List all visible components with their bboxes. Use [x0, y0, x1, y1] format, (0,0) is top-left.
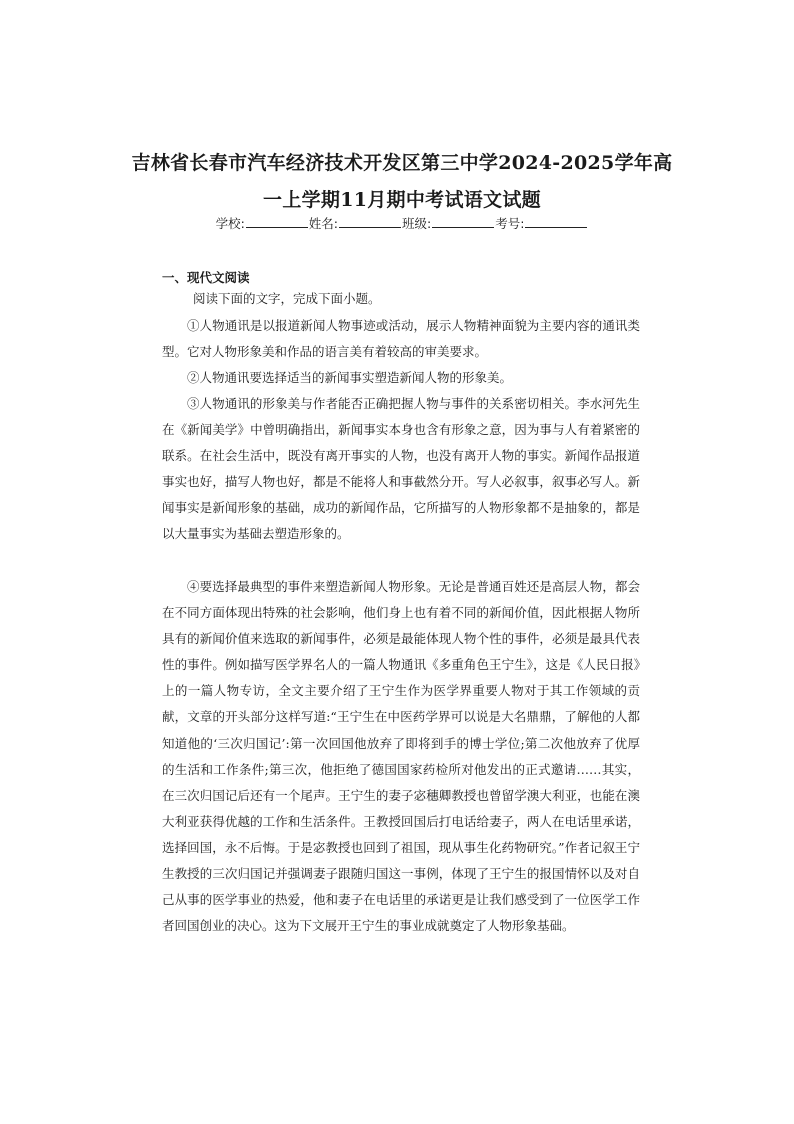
paragraph-text: ④要选择最典型的事件来塑造新闻人物形象。无论是普通百姓还是高层人物，都会在不同方面体现出特殊的社会影响，他们身上也有着不同的新闻价值，因此根据人物所具有的新闻价值来选取的新闻事件，必须是最能体现人物个性的事件，必须是最具代表性的事件。例如描写医学界名人的一篇人物通讯《多重角色王宁生》，这是《人民日报》上的一篇人物专访，全文主要介绍了王宁生作为医学界重要人物对于其工作领域的贡献，文章的开头部分这样写道:“王宁生在中医药学界可以说是大名鼎鼎，了解他的人都知道他的‘三次归国记’:第一次回国他放弃了即将到手的博士学位;第二次他放弃了优厚的生活和工作条件;第三次，他拒绝了德国国家药检所对他发出的正式邀请……其实，在三次归国记后还有一个尾声。王宁生的妻子宓穗卿教授也曾留学澳大利亚，也能在澳大利亚获得优越的工作和生活条件。王教授回国后打电话给妻子，两人在电话里承诺，选择回国，永不后悔。于是宓教授也回到了祖国，现从事生化药物研究。”作者记叙王宁生教授的三次归国记并强调妻子跟随归国这一事例，体现了王宁生的报国情怀以及对自己从事的医学事业的热爱，他和妻子在电话里的承诺更是让我们感受到了一位医学工作者回国创业的决心。这为下文展开王宁生的事业成就奠定了人物形象基础。	[162, 579, 640, 934]
class-label: 班级:	[402, 216, 432, 231]
passage-paragraph-4	[162, 574, 640, 939]
paragraph-text: ①人物通讯是以报道新闻人物事迹或活动，展示人物精神面貌为主要内容的通讯类型。它对人物形象美和作品的语言美有着较高的审美要求。	[162, 318, 640, 360]
student-info-row	[100, 214, 704, 232]
section-heading: 一、现代文阅读	[162, 270, 250, 285]
document-title-line-2: 一上学期11月期中考试语文试题	[263, 189, 541, 211]
paragraph-text: ③人物通讯的形象美与作者能否正确把握人物与事件的关系密切相关。李水河先生在《新闻美学》中曾明确指出，新闻事实本身也含有形象之意，因为事与人有着紧密的联系。在社会生活中，既没有离开事实的人物，也没有离开人物的事实。新闻作品报道事实也好，描写人物也好，都是不能将人和事截然分开。写人必叙事，叙事必写人。新闻事实是新闻形象的基础，成功的新闻作品，它所描写的人物形象都不是抽象的，都是以大量事实为基础去塑造形象的。	[162, 396, 640, 542]
passage-paragraph-3	[162, 391, 640, 548]
name-blank	[339, 215, 401, 228]
name-label: 姓名:	[308, 216, 338, 231]
school-blank	[246, 215, 308, 228]
exam-number-label: 考号:	[495, 216, 525, 231]
class-blank	[432, 215, 494, 228]
passage-paragraph-1	[162, 313, 640, 365]
passage-paragraph-2	[162, 365, 640, 391]
school-label: 学校:	[215, 216, 245, 231]
paragraph-text: ②人物通讯要选择适当的新闻事实塑造新闻人物的形象美。	[187, 370, 513, 385]
exam-number-blank	[525, 215, 587, 228]
reading-instruction: 阅读下面的文字，完成下面小题。	[193, 291, 381, 306]
document-title-line-1: 吉林省长春市汽车经济技术开发区第三中学2024-2025学年高	[131, 152, 673, 174]
